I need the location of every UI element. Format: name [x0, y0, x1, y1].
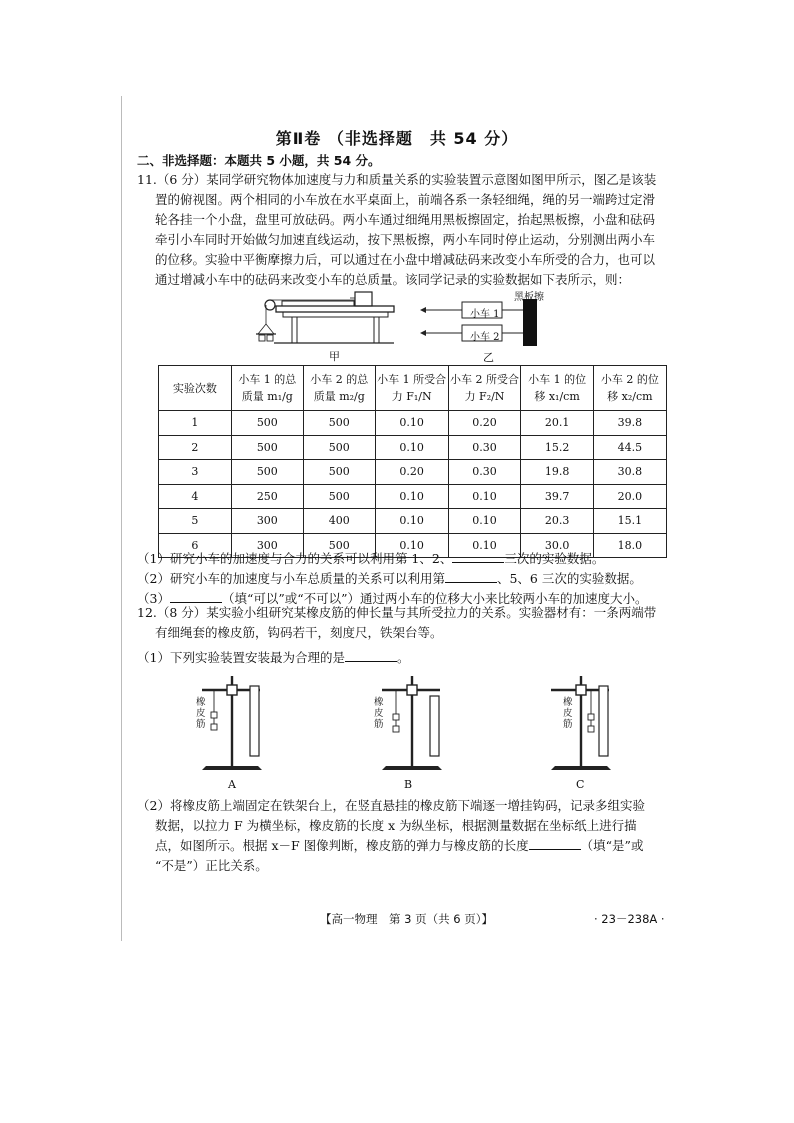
- figure-jia-label: 甲: [329, 350, 340, 363]
- option-c-rubber-label: 橡皮筋: [563, 697, 573, 730]
- table-cell: 0.30: [448, 435, 521, 460]
- table-cell: 1: [159, 411, 232, 436]
- table-cell: 5: [159, 509, 232, 534]
- header-x1: 小车 1 的位 移 x₁/cm: [521, 366, 593, 411]
- header-f1: 小车 1 所受合 力 F₁/N: [375, 366, 448, 411]
- table-cell: 0.20: [448, 411, 521, 436]
- table-cell: 0.10: [375, 533, 448, 558]
- text-line: 11.（6 分）某同学研究物体加速度与力和质量关系的实验装置示意图如图甲所示，图乙是该装: [137, 172, 657, 187]
- table-cell: 500: [303, 484, 375, 509]
- question-11-sub-2: （2）研究小车的加速度与小车总质量的关系可以利用第 、5、6 三次的实验数据。: [137, 571, 642, 586]
- answer-blank[interactable]: [445, 570, 497, 583]
- text-line: 12.（8 分）某实验小组研究某橡皮筋的伸长量与其所受拉力的关系。实验器材有：一条两端带: [137, 605, 657, 620]
- table-cell: 39.8: [593, 411, 666, 436]
- table-cell: 0.10: [448, 509, 521, 534]
- option-b-label[interactable]: B: [404, 778, 413, 791]
- section-title: 第Ⅱ卷 （非选择题 共 54 分）: [275, 129, 519, 148]
- question-12-sub-2: [137, 796, 677, 876]
- table-cell: 20.1: [521, 411, 593, 436]
- figure-jia-apparatus: [238, 288, 396, 348]
- option-c-iron-stand: [543, 670, 621, 774]
- footer-page-info: 【高一物理 第 3 页（共 6 页）】: [320, 912, 494, 926]
- table-cell: 19.8: [521, 460, 593, 485]
- table-cell: 44.5: [593, 435, 666, 460]
- table-cell: 0.10: [375, 484, 448, 509]
- table-cell: 500: [303, 460, 375, 485]
- table-cell: 500: [303, 435, 375, 460]
- table-cell: 3: [159, 460, 232, 485]
- table-cell: 6: [159, 533, 232, 558]
- table-cell: 300: [231, 533, 303, 558]
- option-b-rubber-label: 橡皮筋: [374, 697, 384, 730]
- text-line: 通过增减小车中的砝码来改变小车的总质量。该同学记录的实验数据如下表所示，则：: [155, 272, 631, 287]
- text-line: 数据，以拉力 F 为横坐标，橡皮筋的长度 x 为纵坐标，根据测量数据在坐标纸上进行描: [155, 818, 637, 833]
- table-cell: 30.0: [521, 533, 593, 558]
- figure-yi-car-2-label: 小车 2: [470, 332, 500, 343]
- table-cell: 0.10: [448, 533, 521, 558]
- option-c-label[interactable]: C: [576, 778, 585, 791]
- table-cell: 4: [159, 484, 232, 509]
- text-line: 有细绳套的橡皮筋，钩码若干，刻度尺，铁架台等。: [155, 625, 443, 640]
- table-cell: 0.10: [375, 435, 448, 460]
- table-cell: 500: [231, 435, 303, 460]
- text-line: “不是”）正比关系。: [155, 858, 268, 873]
- table-cell: 0.20: [375, 460, 448, 485]
- margin-line: [121, 96, 122, 941]
- header-trial: 实验次数: [159, 366, 232, 411]
- table-cell: 20.0: [593, 484, 666, 509]
- table-cell: 2: [159, 435, 232, 460]
- question-11-sub-3: （3） （填“可以”或“不可以”）通过两小车的位移大小来比较两小车的加速度大小。: [137, 591, 648, 606]
- answer-blank[interactable]: [452, 550, 504, 563]
- table-cell: 15.1: [593, 509, 666, 534]
- table-cell: 500: [231, 411, 303, 436]
- table-cell: 250: [231, 484, 303, 509]
- table-cell: 500: [231, 460, 303, 485]
- answer-blank[interactable]: [345, 649, 397, 662]
- table-row: [159, 509, 667, 534]
- question-12-sub-1: （1）下列实验装置安装最为合理的是 。: [137, 650, 410, 665]
- question-11-sub-1: （1）研究小车的加速度与合力的关系可以利用第 1、2、 三次的实验数据。: [137, 551, 605, 566]
- table-cell: 300: [231, 509, 303, 534]
- table-row: [159, 460, 667, 485]
- footer-code: · 23－238A ·: [594, 912, 665, 926]
- text-line: 置的俯视图。两个相同的小车放在水平桌面上，前端各系一条轻细绳，绳的另一端跨过定滑: [155, 192, 656, 207]
- answer-blank[interactable]: [170, 590, 222, 603]
- table-row: [159, 484, 667, 509]
- section-description: 二、非选择题：本题共 5 小题，共 54 分。: [137, 153, 381, 168]
- text-line: （2）将橡皮筋上端固定在铁架台上，在竖直悬挂的橡皮筋下端逐一增挂钩码，记录多组实验: [137, 798, 645, 813]
- text-line: 点，如图所示。根据 x－F 图像判断，橡皮筋的弹力与橡皮筋的长度 （填“是”或: [155, 838, 644, 853]
- header-m2: 小车 2 的总 质量 m₂/g: [303, 366, 375, 411]
- table-row: [159, 435, 667, 460]
- experiment-data-table: [158, 365, 667, 558]
- table-cell: 0.30: [448, 460, 521, 485]
- option-a-label[interactable]: A: [228, 778, 236, 791]
- text-line: 的位移。实验中平衡摩擦力后，可以通过在小盘中增减砝码来改变小车所受的合力，也可以: [155, 252, 656, 267]
- figure-yi-car-1-label: 小车 1: [470, 309, 500, 320]
- table-cell: 20.3: [521, 509, 593, 534]
- text-line: 轮各挂一个小盘，盘里可放砝码。两小车通过细绳用黑板擦固定，抬起黑板擦，小盘和砝码: [155, 212, 656, 227]
- table-cell: 39.7: [521, 484, 593, 509]
- table-cell: 18.0: [593, 533, 666, 558]
- header-m1: 小车 1 的总 质量 m₁/g: [231, 366, 303, 411]
- option-a-rubber-label: 橡皮筋: [196, 697, 206, 730]
- table-cell: 0.10: [448, 484, 521, 509]
- table-row: [159, 411, 667, 436]
- figure-yi-label: 乙: [483, 351, 494, 364]
- table-cell: 30.8: [593, 460, 666, 485]
- table-cell: 500: [303, 533, 375, 558]
- figure-yi-eraser-label: 黑板擦: [514, 292, 544, 303]
- header-x2: 小车 2 的位 移 x₂/cm: [593, 366, 666, 411]
- answer-blank[interactable]: [529, 837, 581, 850]
- table-header-row: [159, 366, 667, 411]
- table-cell: 0.10: [375, 411, 448, 436]
- question-12-text: [137, 603, 656, 643]
- table-cell: 15.2: [521, 435, 593, 460]
- text-line: 牵引小车同时开始做匀加速直线运动，按下黑板擦，两小车同时停止运动，分别测出两小车: [155, 232, 656, 247]
- question-11-text: [137, 170, 672, 290]
- table-cell: 400: [303, 509, 375, 534]
- table-cell: 0.10: [375, 509, 448, 534]
- header-f2: 小车 2 所受合 力 F₂/N: [448, 366, 521, 411]
- table-cell: 500: [303, 411, 375, 436]
